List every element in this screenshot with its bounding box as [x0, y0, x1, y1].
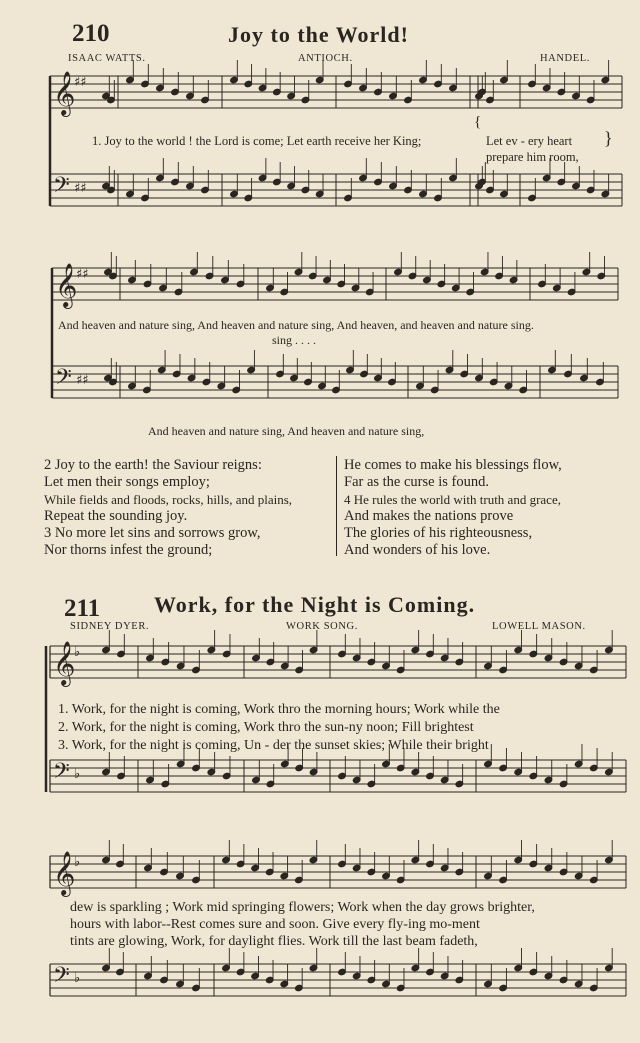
key-signature: ♭ [74, 971, 81, 986]
treble-clef-icon: 𝄞 [55, 263, 78, 307]
lyric-line: 1. Work, for the night is coming, Work thro the morning hours; Work while the [58, 702, 500, 717]
verse-line: Repeat the sounding joy. [44, 508, 188, 524]
bass-clef-icon: 𝄢 [53, 759, 70, 789]
treble-clef-icon: 𝄞 [53, 641, 76, 685]
verse-line: Far as the curse is found. [344, 474, 489, 490]
brace-right-icon: } [604, 128, 613, 148]
bass-clef-icon: 𝄢 [53, 173, 70, 203]
lyric-line: 2. Work, for the night is coming, Work thro the sun-ny noon; Fill brightest [58, 720, 474, 735]
hymn-210-composer: HANDEL. [540, 53, 590, 64]
key-signature: ♯♯ [74, 75, 87, 90]
verse-line: 4 He rules the world with truth and grace, [344, 492, 561, 507]
hymn-210-title: Joy to the World! [228, 22, 409, 47]
hymn-211-number: 211 [64, 595, 101, 622]
treble-clef-icon: 𝄞 [53, 71, 76, 115]
hymn-210-author: ISAAC WATTS. [68, 53, 146, 64]
hymn-210-refrain-sing: sing . . . . [272, 333, 317, 347]
hymn-210-number: 210 [72, 20, 110, 47]
key-signature: ♯♯ [74, 181, 87, 196]
verse-line: He comes to make his blessings flow, [344, 457, 562, 473]
hymn-211-tune: WORK SONG. [286, 621, 358, 632]
lyric-line: 3. Work, for the night is coming, Un - der the sunset skies; While their bright [58, 738, 489, 753]
key-signature: ♭ [74, 645, 81, 660]
lyric-line: dew is sparkling ; Work mid springing flowers; Work when the day grows brighter, [70, 900, 535, 915]
treble-clef-icon: 𝄞 [53, 851, 76, 895]
lyric-line: hours with labor--Rest comes sure and soon. Give every fly-ing mo-ment [70, 917, 480, 932]
verse-line: And wonders of his love. [344, 542, 491, 558]
key-signature: ♯♯ [76, 267, 89, 282]
verse-line: The glories of his righteousness, [344, 525, 533, 541]
bass-clef-icon: 𝄢 [53, 963, 70, 993]
hymn-210-bass-lyric: And heaven and nature sing, And heaven and nature sing, [148, 424, 425, 438]
verse-line: While fields and floods, rocks, hills, and plains, [44, 492, 293, 507]
hymn-210-verse1-line: 1. Joy to the world ! the Lord is come; Let earth receive her King; [92, 134, 422, 148]
verse-line: Nor thorns infest the ground; [44, 542, 213, 558]
verse-line: Let men their songs employ; [44, 474, 210, 490]
brace-left-icon: { [474, 114, 482, 130]
hymn-210-tune: ANTIOCH. [298, 53, 353, 64]
key-signature: ♭ [74, 767, 81, 782]
hymn-211-title: Work, for the Night is Coming. [154, 592, 476, 617]
hymn-211-composer: LOWELL MASON. [492, 621, 586, 632]
bass-clef-icon: 𝄢 [55, 365, 72, 395]
hymn-210-refrain-line: And heaven and nature sing, And heaven and nature sing, And heaven, and heaven and nature sing. [58, 318, 534, 332]
verse-line: 2 Joy to the earth! the Saviour reigns: [44, 457, 262, 473]
verse-line: 3 No more let sins and sorrows grow, [44, 525, 261, 541]
key-signature: ♯♯ [76, 373, 89, 388]
hymn-211-author: SIDNEY DYER. [70, 621, 150, 632]
key-signature: ♭ [74, 855, 81, 870]
verse-line: And makes the nations prove [344, 508, 514, 524]
hymn-210-brace-line-1: Let ev - ery heart [486, 134, 573, 148]
lyric-line: tints are glowing, Work, for daylight flies. Work till the last beam fadeth, [70, 934, 478, 949]
hymn-210-brace-line-2: prepare him room, [486, 150, 579, 164]
